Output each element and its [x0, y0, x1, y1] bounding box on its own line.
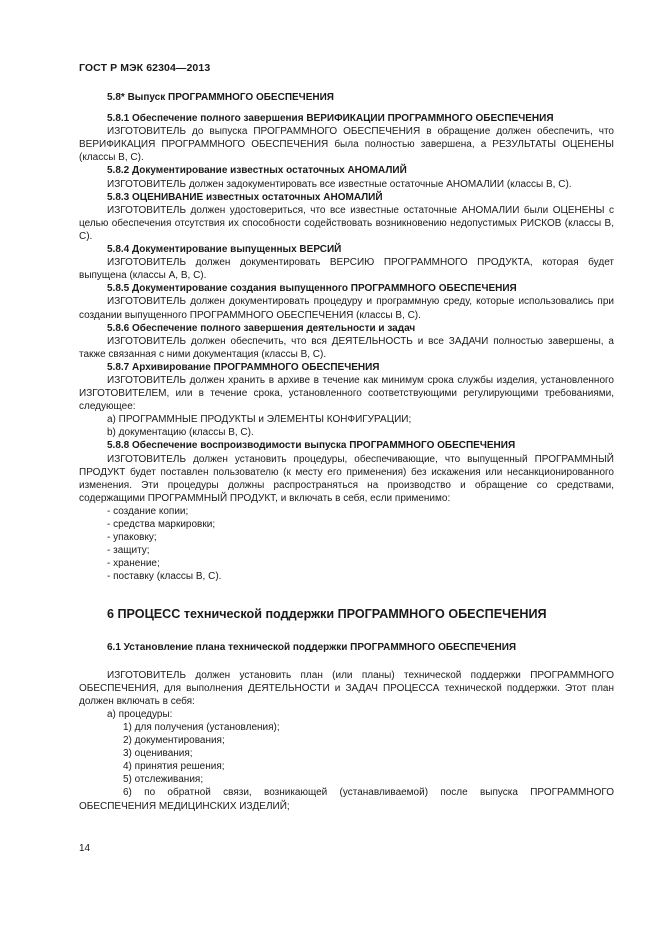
list-item: b) документацию (классы В, С). — [107, 427, 254, 439]
section-5-8-2-title: 5.8.2 Документирование известных остаточных АНОМАЛИЙ — [107, 165, 407, 177]
section-6-1-title: 6.1 Установление плана технической поддержки ПРОГРАММНОГО ОБЕСПЕЧЕНИЯ — [107, 642, 517, 654]
list-item: a) ПРОГРАММНЫЕ ПРОДУКТЫ и ЭЛЕМЕНТЫ КОНФИГУРАЦИИ; — [107, 414, 412, 426]
section-5-8-6-text: ИЗГОТОВИТЕЛЬ должен обеспечить, что вся ДЕЯТЕЛЬНОСТЬ и все ЗАДАЧИ полностью завершены, а также связанная с ними документация (классы В, С). — [79, 335, 614, 360]
list-item: - создание копии; — [107, 505, 189, 517]
list-item: - упаковку; — [107, 532, 157, 544]
list-item: 6) по обратной связи, возникающей (устанавливаемой) после выпуска ПРОГРАММНОГО ОБЕСПЕЧЕНИЯ МЕДИЦИНСКИХ ИЗДЕЛИЙ; — [79, 787, 614, 812]
list-item: - средства маркировки; — [107, 519, 216, 530]
section-5-8-5-text: ИЗГОТОВИТЕЛЬ должен документировать процедуру и программную среду, которые использовались при создании выпущенного ПРОГРАММНОГО ОБЕСПЕЧЕНИЯ (классы В, С). — [79, 296, 614, 321]
list-item: 1) для получения (установления); — [123, 721, 280, 733]
section-5-8-7-text: ИЗГОТОВИТЕЛЬ должен хранить в архиве в течение как минимум срока службы изделия, установленного ИЗГОТОВИТЕЛЕМ, или в течение срока, установленного соответствующими регулирующими требованиями, следующее: — [79, 374, 614, 413]
section-5-8-3-text: ИЗГОТОВИТЕЛЬ должен удостовериться, что все известные остаточные АНОМАЛИИ были ОЦЕНЕНЫ с целью обеспечения отсутствия их способности содействовать возникновению недопустимых РИСКОВ (классы В, С). — [79, 204, 614, 242]
list-item: - поставку (классы В, С). — [107, 571, 222, 583]
section-6-1-text: ИЗГОТОВИТЕЛЬ должен установить план (или планы) технической поддержки ПРОГРАММНОГО ОБЕСПЕЧЕНИЯ, для выполнения ДЕЯТЕЛЬНОСТИ и ЗАДАЧ ПРОЦЕССА технической поддержки. Этот план должен включать в себя: — [79, 669, 614, 707]
section-5-8-5-title: 5.8.5 Документирование создания выпущенного ПРОГРАММНОГО ОБЕСПЕЧЕНИЯ — [107, 283, 517, 295]
section-5-8-4-text: ИЗГОТОВИТЕЛЬ должен документировать ВЕРСИЮ ПРОГРАММНОГО ПРОДУКТА, которая будет выпущена (классы А, В, С). — [79, 257, 614, 282]
list-item: 3) оценивания; — [123, 748, 193, 760]
section-5-8-8-title: 5.8.8 Обеспечение воспроизводимости выпуска ПРОГРАММНОГО ОБЕСПЕЧЕНИЯ — [107, 440, 516, 452]
list-item: 2) документирования; — [123, 735, 225, 747]
document-header: ГОСТ Р МЭК 62304—2013 — [79, 62, 211, 74]
page-number: 14 — [79, 843, 91, 854]
list-item: - защиту; — [107, 545, 150, 557]
document-body — [79, 91, 614, 813]
section-5-8-6-title: 5.8.6 Обеспечение полного завершения деятельности и задач — [107, 322, 416, 334]
section-5-8-1-title: 5.8.1 Обеспечение полного завершения ВЕРИФИКАЦИИ ПРОГРАММНОГО ОБЕСПЕЧЕНИЯ — [107, 113, 554, 125]
list-item: a) процедуры: — [107, 708, 173, 720]
section-5-8-2-text: ИЗГОТОВИТЕЛЬ должен задокументировать все известные остаточные АНОМАЛИИ (классы В, С). — [107, 178, 572, 190]
section-5-8-3-title: 5.8.3 ОЦЕНИВАНИЕ известных остаточных АНОМАЛИЙ — [107, 191, 383, 203]
section-5-8-title: 5.8* Выпуск ПРОГРАММНОГО ОБЕСПЕЧЕНИЯ — [107, 92, 334, 103]
section-5-8-8-text: ИЗГОТОВИТЕЛЬ должен установить процедуры, обеспечивающие, что выпущенный ПРОГРАММНЫЙ ПРОДУКТ будет поставлен пользователю (к месту его применения) без искажения или несанкционированного изменения. Эти процедуры должны распространяться на производство и обращение со средствами, содержащими ПРОГРАММНЫЙ ПРОДУКТ, и включать в себя, если применимо: — [79, 453, 614, 504]
list-item: - хранение; — [107, 558, 160, 570]
chapter-6-title: 6 ПРОЦЕСС технической поддержки ПРОГРАММНОГО ОБЕСПЕЧЕНИЯ — [107, 607, 547, 622]
list-item: 4) принятия решения; — [123, 761, 225, 773]
section-5-8-4-title: 5.8.4 Документирование выпущенных ВЕРСИЙ — [107, 244, 342, 256]
section-5-8-7-title: 5.8.7 Архивирование ПРОГРАММНОГО ОБЕСПЕЧЕНИЯ — [107, 361, 380, 373]
list-item: 5) отслеживания; — [123, 774, 204, 786]
section-5-8-1-text: ИЗГОТОВИТЕЛЬ до выпуска ПРОГРАММНОГО ОБЕСПЕЧЕНИЯ в обращение должен обеспечить, что ВЕРИФИКАЦИЯ ПРОГРАММНОГО ОБЕСПЕЧЕНИЯ была полностью завершена, а РЕЗУЛЬТАТЫ ОЦЕНЕНЫ (классы В, С). — [79, 126, 614, 164]
